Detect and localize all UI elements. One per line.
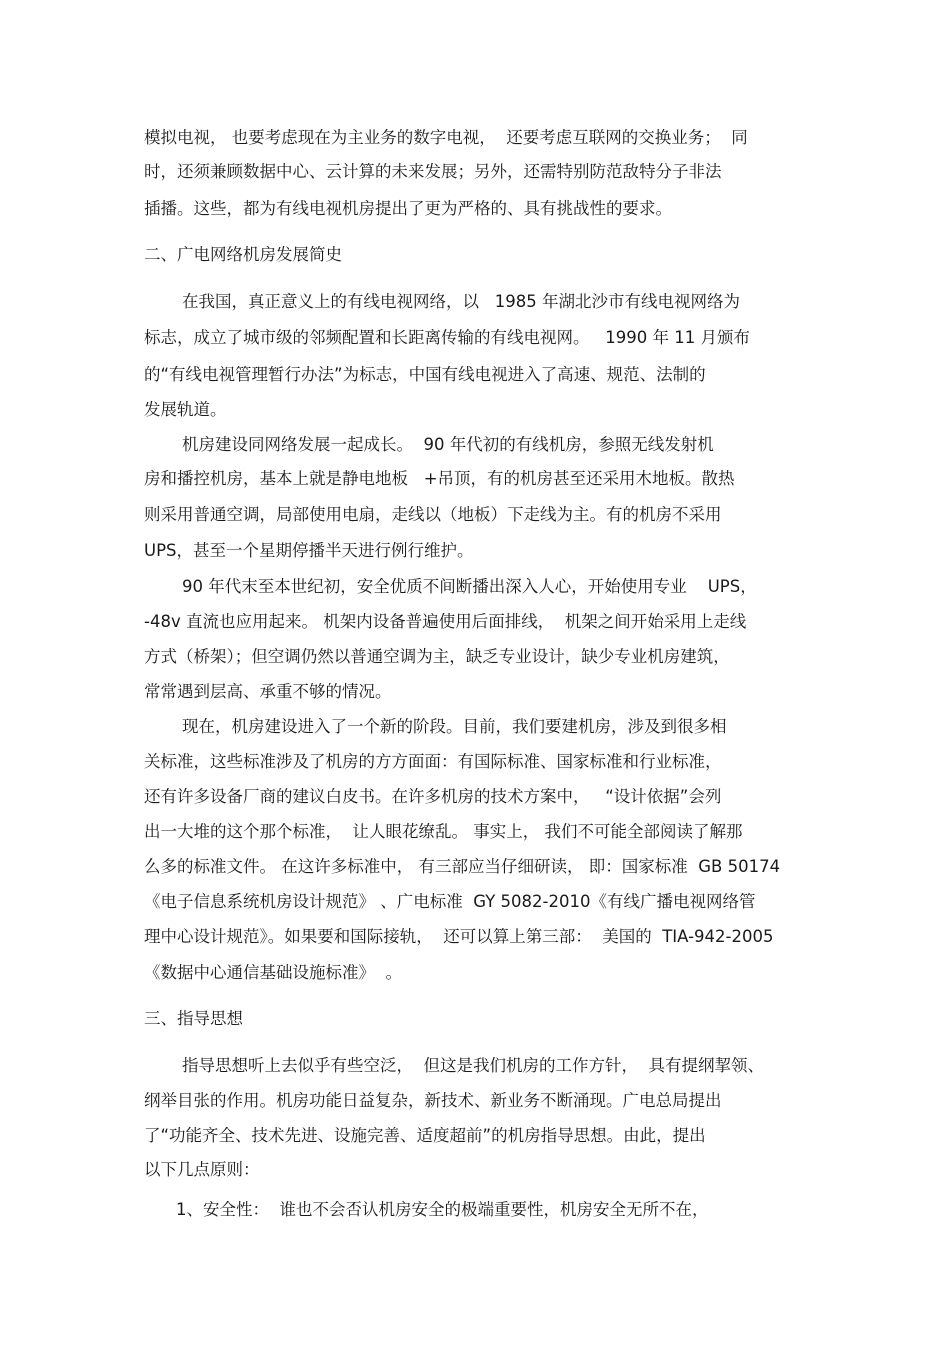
text-line: 指导思想听上去似乎有些空泛， 但这是我们机房的工作方针， 具有提纲挈领、 xyxy=(182,1056,764,1075)
text-line: 则采用普通空调，局部使用电扇，走线以（地板）下走线为主。有的机房不采用 xyxy=(144,505,722,524)
text-line: 的“有线电视管理暂行办法”为标志，中国有线电视进入了高速、规范、法制的 xyxy=(144,365,706,384)
text-line: 《电子信息系统机房设计规范》 、广电标准 GY 5082-2010《有线广播电视网络管 xyxy=(144,892,756,911)
text-line: 时，还须兼顾数据中心、云计算的未来发展；另外，还需特别防范敌特分子非法 xyxy=(144,162,722,181)
text-line: 现在，机房建设进入了一个新的阶段。目前，我们要建机房，涉及到很多相 xyxy=(182,717,727,736)
text-line: 模拟电视， 也要考虑现在为主业务的数字电视， 还要考虑互联网的交换业务； 同 xyxy=(144,128,748,147)
text-line: 理中心设计规范》。如果要和国际接轨， 还可以算上第三部： 美国的 TIA-942-2005 xyxy=(144,927,774,946)
text-line: 常常遇到层高、承重不够的情况。 xyxy=(144,682,392,701)
text-line: 1、安全性： 谁也不会否认机房安全的极端重要性，机房安全无所不在， xyxy=(176,1200,709,1219)
text-line: 纲举目张的作用。机房功能日益复杂，新技术、新业务不断涌现。广电总局提出 xyxy=(144,1091,722,1110)
section-heading: 三、指导思想 xyxy=(144,1009,243,1028)
text-line: 《数据中心通信基础设施标准》 。 xyxy=(144,963,402,982)
text-line: 么多的标准文件。 在这许多标准中， 有三部应当仔细研读， 即：国家标准 GB 50174 xyxy=(144,857,781,876)
text-line: 标志，成立了城市级的邻频配置和长距离传输的有线电视网。 1990 年 11 月颁布 xyxy=(144,328,750,347)
text-line: UPS，甚至一个星期停播半天进行例行维护。 xyxy=(144,541,474,560)
text-line: 还有许多设备厂商的建议白皮书。在许多机房的技术方案中， “设计依据”会列 xyxy=(144,787,722,806)
text-line: 出一大堆的这个那个标准， 让人眼花缭乱。 事实上， 我们不可能全部阅读了解那 xyxy=(144,822,743,841)
text-line: 机房建设同网络发展一起成长。 90 年代初的有线机房，参照无线发射机 xyxy=(182,435,714,454)
text-line: 以下几点原则： xyxy=(144,1160,260,1179)
text-line: 了“功能齐全、技术先进、设施完善、适度超前”的机房指导思想。由此，提出 xyxy=(144,1126,706,1145)
text-line: 插播。这些，都为有线电视机房提出了更为严格的、具有挑战性的要求。 xyxy=(144,199,672,218)
text-line: 90 年代末至本世纪初，安全优质不间断播出深入人心，开始使用专业 UPS， xyxy=(182,577,757,596)
text-line: 方式（桥架）；但空调仍然以普通空调为主，缺乏专业设计，缺少专业机房建筑， xyxy=(144,647,730,666)
text-line: 房和播控机房，基本上就是静电地板 +吊顶，有的机房甚至还采用木地板。散热 xyxy=(144,469,735,488)
text-line: 在我国，真正意义上的有线电视网络，以 1985 年湖北沙市有线电视网络为 xyxy=(182,292,740,311)
section-heading: 二、广电网络机房发展简史 xyxy=(144,245,342,264)
text-line: -48v 直流也应用起来。 机架内设备普遍使用后面排线， 机架之间开始采用上走线 xyxy=(144,612,747,631)
text-line: 关标准，这些标准涉及了机房的方方面面：有国际标准、国家标准和行业标准， xyxy=(144,752,722,771)
text-line: 发展轨道。 xyxy=(144,400,227,419)
